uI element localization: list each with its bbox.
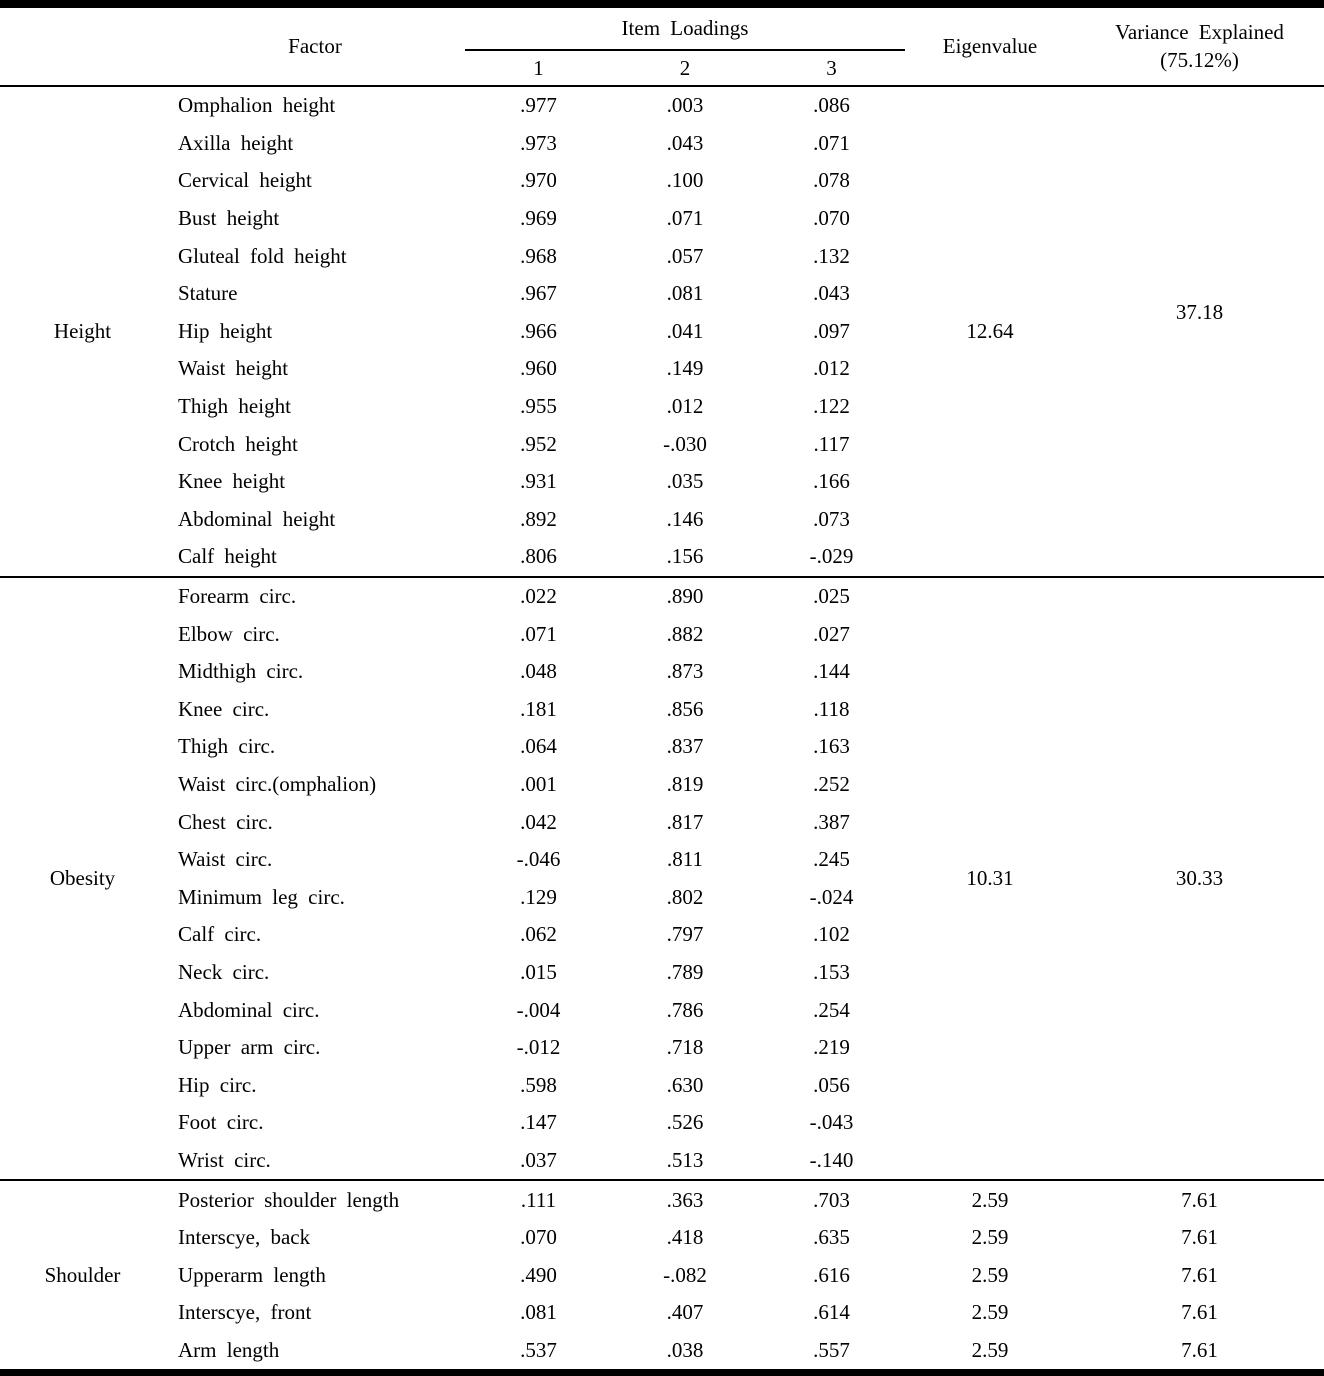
loading-1-cell: -.004	[516, 997, 561, 1022]
loading-1-cell: .111	[520, 1187, 557, 1212]
loading-2-cell: .081	[666, 281, 704, 306]
eigenvalue-cell: 12.64	[966, 318, 1014, 343]
factor-name-cell: Waist circ.	[178, 847, 273, 872]
loading-2-cell: -.082	[663, 1262, 707, 1287]
loading-2-cell: .789	[666, 959, 704, 984]
loading-2-cell: .513	[666, 1147, 704, 1172]
loading-2-cell: .797	[666, 922, 704, 947]
factor-name-cell: Interscye, front	[178, 1300, 312, 1325]
loading-3-cell: .118	[813, 696, 850, 721]
loading-1-cell: .048	[520, 659, 557, 684]
factor-name-cell: Foot circ.	[178, 1110, 264, 1135]
loading-2-cell: .526	[666, 1110, 704, 1135]
loading-3-cell: .027	[813, 621, 850, 646]
loading-1-cell: .931	[520, 469, 557, 494]
header-row-1	[0, 4, 1324, 50]
variance-cell: 7.61	[1181, 1187, 1218, 1212]
loading-2-cell: .718	[666, 1035, 704, 1060]
loading-3-cell: .012	[813, 356, 850, 381]
loading-2-cell: .802	[666, 884, 704, 909]
header-loading-3: 3	[826, 55, 837, 80]
factor-name-cell: Knee height	[178, 469, 286, 494]
header-item-loadings: Item Loadings	[465, 4, 905, 50]
loading-1-cell: .064	[520, 734, 557, 759]
factor-name-cell: Abdominal height	[178, 506, 336, 531]
loading-3-cell: .703	[813, 1187, 850, 1212]
table-row	[0, 86, 1324, 125]
loading-2-cell: .035	[666, 469, 704, 494]
loading-1-cell: .001	[520, 771, 557, 796]
loading-2-cell: .071	[666, 206, 704, 231]
variance-cell	[1075, 86, 1324, 577]
loading-1-cell: .537	[520, 1337, 557, 1362]
loading-3-cell: .614	[813, 1300, 850, 1325]
variance-value: 37.18	[1175, 299, 1224, 324]
loading-3-cell: .122	[813, 394, 850, 419]
loading-3-cell: .163	[813, 734, 850, 759]
loading-2-cell: .100	[666, 168, 704, 193]
factor-name-cell: Wrist circ.	[178, 1147, 271, 1172]
loading-2-cell: .038	[666, 1337, 704, 1362]
loading-3-cell: .635	[813, 1225, 850, 1250]
loading-3-cell: .252	[813, 771, 850, 796]
loading-2-cell: .057	[666, 243, 704, 268]
header-variance-line2: (75.12%)	[1160, 47, 1239, 72]
factor-name-cell: Gluteal fold height	[178, 243, 347, 268]
factor-name-cell: Omphalion height	[178, 93, 336, 118]
variance-cell: 7.61	[1181, 1300, 1218, 1325]
group-label-cell: Height	[53, 318, 112, 343]
loading-1-cell: .042	[520, 809, 557, 834]
header-loading-1: 1	[533, 55, 544, 80]
loading-1-cell: .806	[520, 544, 557, 569]
loading-2-cell: .837	[666, 734, 704, 759]
table-row	[0, 1332, 1324, 1373]
loading-1-cell: .977	[520, 93, 557, 118]
variance-cell: 7.61	[1181, 1225, 1218, 1250]
loading-3-cell: .071	[813, 130, 850, 155]
loading-3-cell: -.029	[809, 544, 854, 569]
header-eigenvalue: Eigenvalue	[942, 34, 1038, 58]
header-group-spacer	[0, 4, 165, 86]
loading-3-cell: .025	[813, 584, 850, 609]
factor-name-cell: Hip height	[178, 318, 273, 343]
factor-name-cell: Arm length	[178, 1337, 280, 1362]
eigenvalue-cell: 2.59	[971, 1187, 1009, 1212]
loading-1-cell: .062	[520, 922, 557, 947]
loading-3-cell: .245	[813, 847, 850, 872]
loading-1-cell: .071	[520, 621, 557, 646]
factor-name-cell: Thigh height	[178, 394, 291, 419]
loading-2-cell: .146	[666, 506, 704, 531]
group-shoulder	[0, 1180, 1324, 1372]
loading-2-cell: .363	[666, 1187, 704, 1212]
variance-cell: 7.61	[1181, 1262, 1218, 1287]
factor-name-cell: Crotch height	[178, 431, 298, 456]
group-height	[0, 86, 1324, 577]
loading-3-cell: .153	[813, 959, 850, 984]
group-label-cell: Obesity	[49, 865, 116, 890]
loading-3-cell: .078	[813, 168, 850, 193]
factor-name-cell: Calf height	[178, 544, 277, 569]
loading-3-cell: .097	[813, 318, 850, 343]
table-row	[0, 1256, 1324, 1294]
loading-2-cell: .041	[666, 318, 704, 343]
loading-3-cell: .086	[813, 93, 850, 118]
group-label-cell: Shoulder	[44, 1262, 121, 1287]
loading-2-cell: .012	[666, 394, 704, 419]
loading-1-cell: .966	[520, 318, 557, 343]
loading-1-cell: .081	[520, 1300, 557, 1325]
loading-2-cell: .156	[666, 544, 704, 569]
loading-3-cell: .254	[813, 997, 850, 1022]
table-row	[0, 1180, 1324, 1219]
loading-1-cell: .968	[520, 243, 557, 268]
loading-1-cell: -.046	[516, 847, 561, 872]
loading-1-cell: .955	[520, 394, 557, 419]
loading-2-cell: .630	[666, 1072, 704, 1097]
header-variance-line1: Variance Explained	[1115, 20, 1284, 45]
loading-1-cell: .037	[520, 1147, 557, 1172]
loading-1-cell: .015	[520, 959, 557, 984]
loading-1-cell: -.012	[516, 1035, 561, 1060]
factor-name-cell: Waist circ.(omphalion)	[178, 771, 377, 796]
factor-name-cell: Stature	[178, 281, 238, 306]
factor-name-cell: Calf circ.	[178, 922, 262, 947]
loading-3-cell: .557	[813, 1337, 850, 1362]
loading-1-cell: .970	[520, 168, 557, 193]
factor-name-cell: Chest circ.	[178, 809, 273, 834]
header-loading-2: 2	[679, 55, 691, 80]
loading-3-cell: .166	[813, 469, 850, 494]
header-factor: Factor	[288, 34, 342, 58]
factor-name-cell: Bust height	[178, 206, 280, 231]
variance-cell: 30.33	[1175, 865, 1224, 890]
table-header	[0, 4, 1324, 86]
loading-1-cell: .147	[520, 1110, 557, 1135]
eigenvalue-cell: 10.31	[966, 865, 1014, 890]
table-row	[0, 1219, 1324, 1257]
factor-name-cell: Posterior shoulder length	[178, 1187, 400, 1212]
factor-name-cell: Elbow circ.	[178, 621, 280, 646]
loading-3-cell: .117	[813, 431, 850, 456]
group-obesity	[0, 577, 1324, 1181]
loading-3-cell: -.024	[809, 884, 854, 909]
loading-3-cell: .616	[813, 1262, 850, 1287]
factor-name-cell: Knee circ.	[178, 696, 270, 721]
loading-2-cell: .882	[666, 621, 704, 646]
loading-3-cell: -.043	[809, 1110, 854, 1135]
loading-3-cell: .043	[813, 281, 850, 306]
loading-3-cell: -.140	[809, 1147, 854, 1172]
header-variance-explained	[1075, 4, 1324, 86]
loading-2-cell: .819	[666, 771, 704, 796]
eigenvalue-cell: 2.59	[971, 1262, 1009, 1287]
factor-name-cell: Interscye, back	[178, 1225, 311, 1250]
loading-2-cell: .890	[666, 584, 704, 609]
loading-3-cell: .387	[813, 809, 850, 834]
factor-name-cell: Upper arm circ.	[178, 1035, 321, 1060]
loading-1-cell: .969	[520, 206, 557, 231]
loading-3-cell: .102	[813, 922, 850, 947]
loading-3-cell: .073	[813, 506, 850, 531]
factor-name-cell: Upperarm length	[178, 1262, 326, 1287]
loading-1-cell: .490	[520, 1262, 557, 1287]
loading-2-cell: .786	[666, 997, 704, 1022]
loading-1-cell: .960	[520, 356, 557, 381]
loading-3-cell: .144	[813, 659, 850, 684]
loading-2-cell: .407	[666, 1300, 704, 1325]
table-row	[0, 1294, 1324, 1332]
loading-3-cell: .219	[813, 1035, 850, 1060]
variance-cell: 7.61	[1181, 1337, 1218, 1362]
loading-2-cell: .873	[666, 659, 704, 684]
loading-3-cell: .070	[813, 206, 850, 231]
factor-name-cell: Midthigh circ.	[178, 659, 304, 684]
loading-2-cell: .811	[667, 847, 703, 872]
loading-2-cell: .817	[666, 809, 704, 834]
loading-1-cell: .892	[520, 506, 557, 531]
eigenvalue-cell: 2.59	[971, 1225, 1009, 1250]
loading-1-cell: .967	[520, 281, 557, 306]
factor-name-cell: Waist height	[178, 356, 289, 381]
loading-2-cell: .003	[666, 93, 704, 118]
loading-2-cell: .418	[666, 1225, 704, 1250]
factor-name-cell: Abdominal circ.	[178, 997, 320, 1022]
loading-1-cell: .070	[520, 1225, 557, 1250]
loading-3-cell: .132	[813, 243, 850, 268]
loading-2-cell: -.030	[663, 431, 707, 456]
loading-2-cell: .043	[666, 130, 704, 155]
factor-name-cell: Axilla height	[178, 130, 294, 155]
loading-2-cell: .149	[666, 356, 704, 381]
eigenvalue-cell: 2.59	[971, 1337, 1009, 1362]
eigenvalue-cell: 2.59	[971, 1300, 1009, 1325]
loading-3-cell: .056	[813, 1072, 850, 1097]
factor-name-cell: Minimum leg circ.	[178, 884, 345, 909]
loading-1-cell: .129	[520, 884, 557, 909]
factor-name-cell: Forearm circ.	[178, 584, 297, 609]
loading-1-cell: .022	[520, 584, 557, 609]
factor-name-cell: Hip circ.	[178, 1072, 257, 1097]
factor-name-cell: Cervical height	[178, 168, 312, 193]
loading-2-cell: .856	[666, 696, 704, 721]
table-row	[0, 577, 1324, 616]
factor-name-cell: Neck circ.	[178, 959, 270, 984]
loading-1-cell: .598	[520, 1072, 557, 1097]
loading-1-cell: .181	[520, 696, 557, 721]
factor-name-cell: Thigh circ.	[178, 734, 276, 759]
loading-1-cell: .952	[520, 431, 557, 456]
loading-1-cell: .973	[520, 130, 557, 155]
